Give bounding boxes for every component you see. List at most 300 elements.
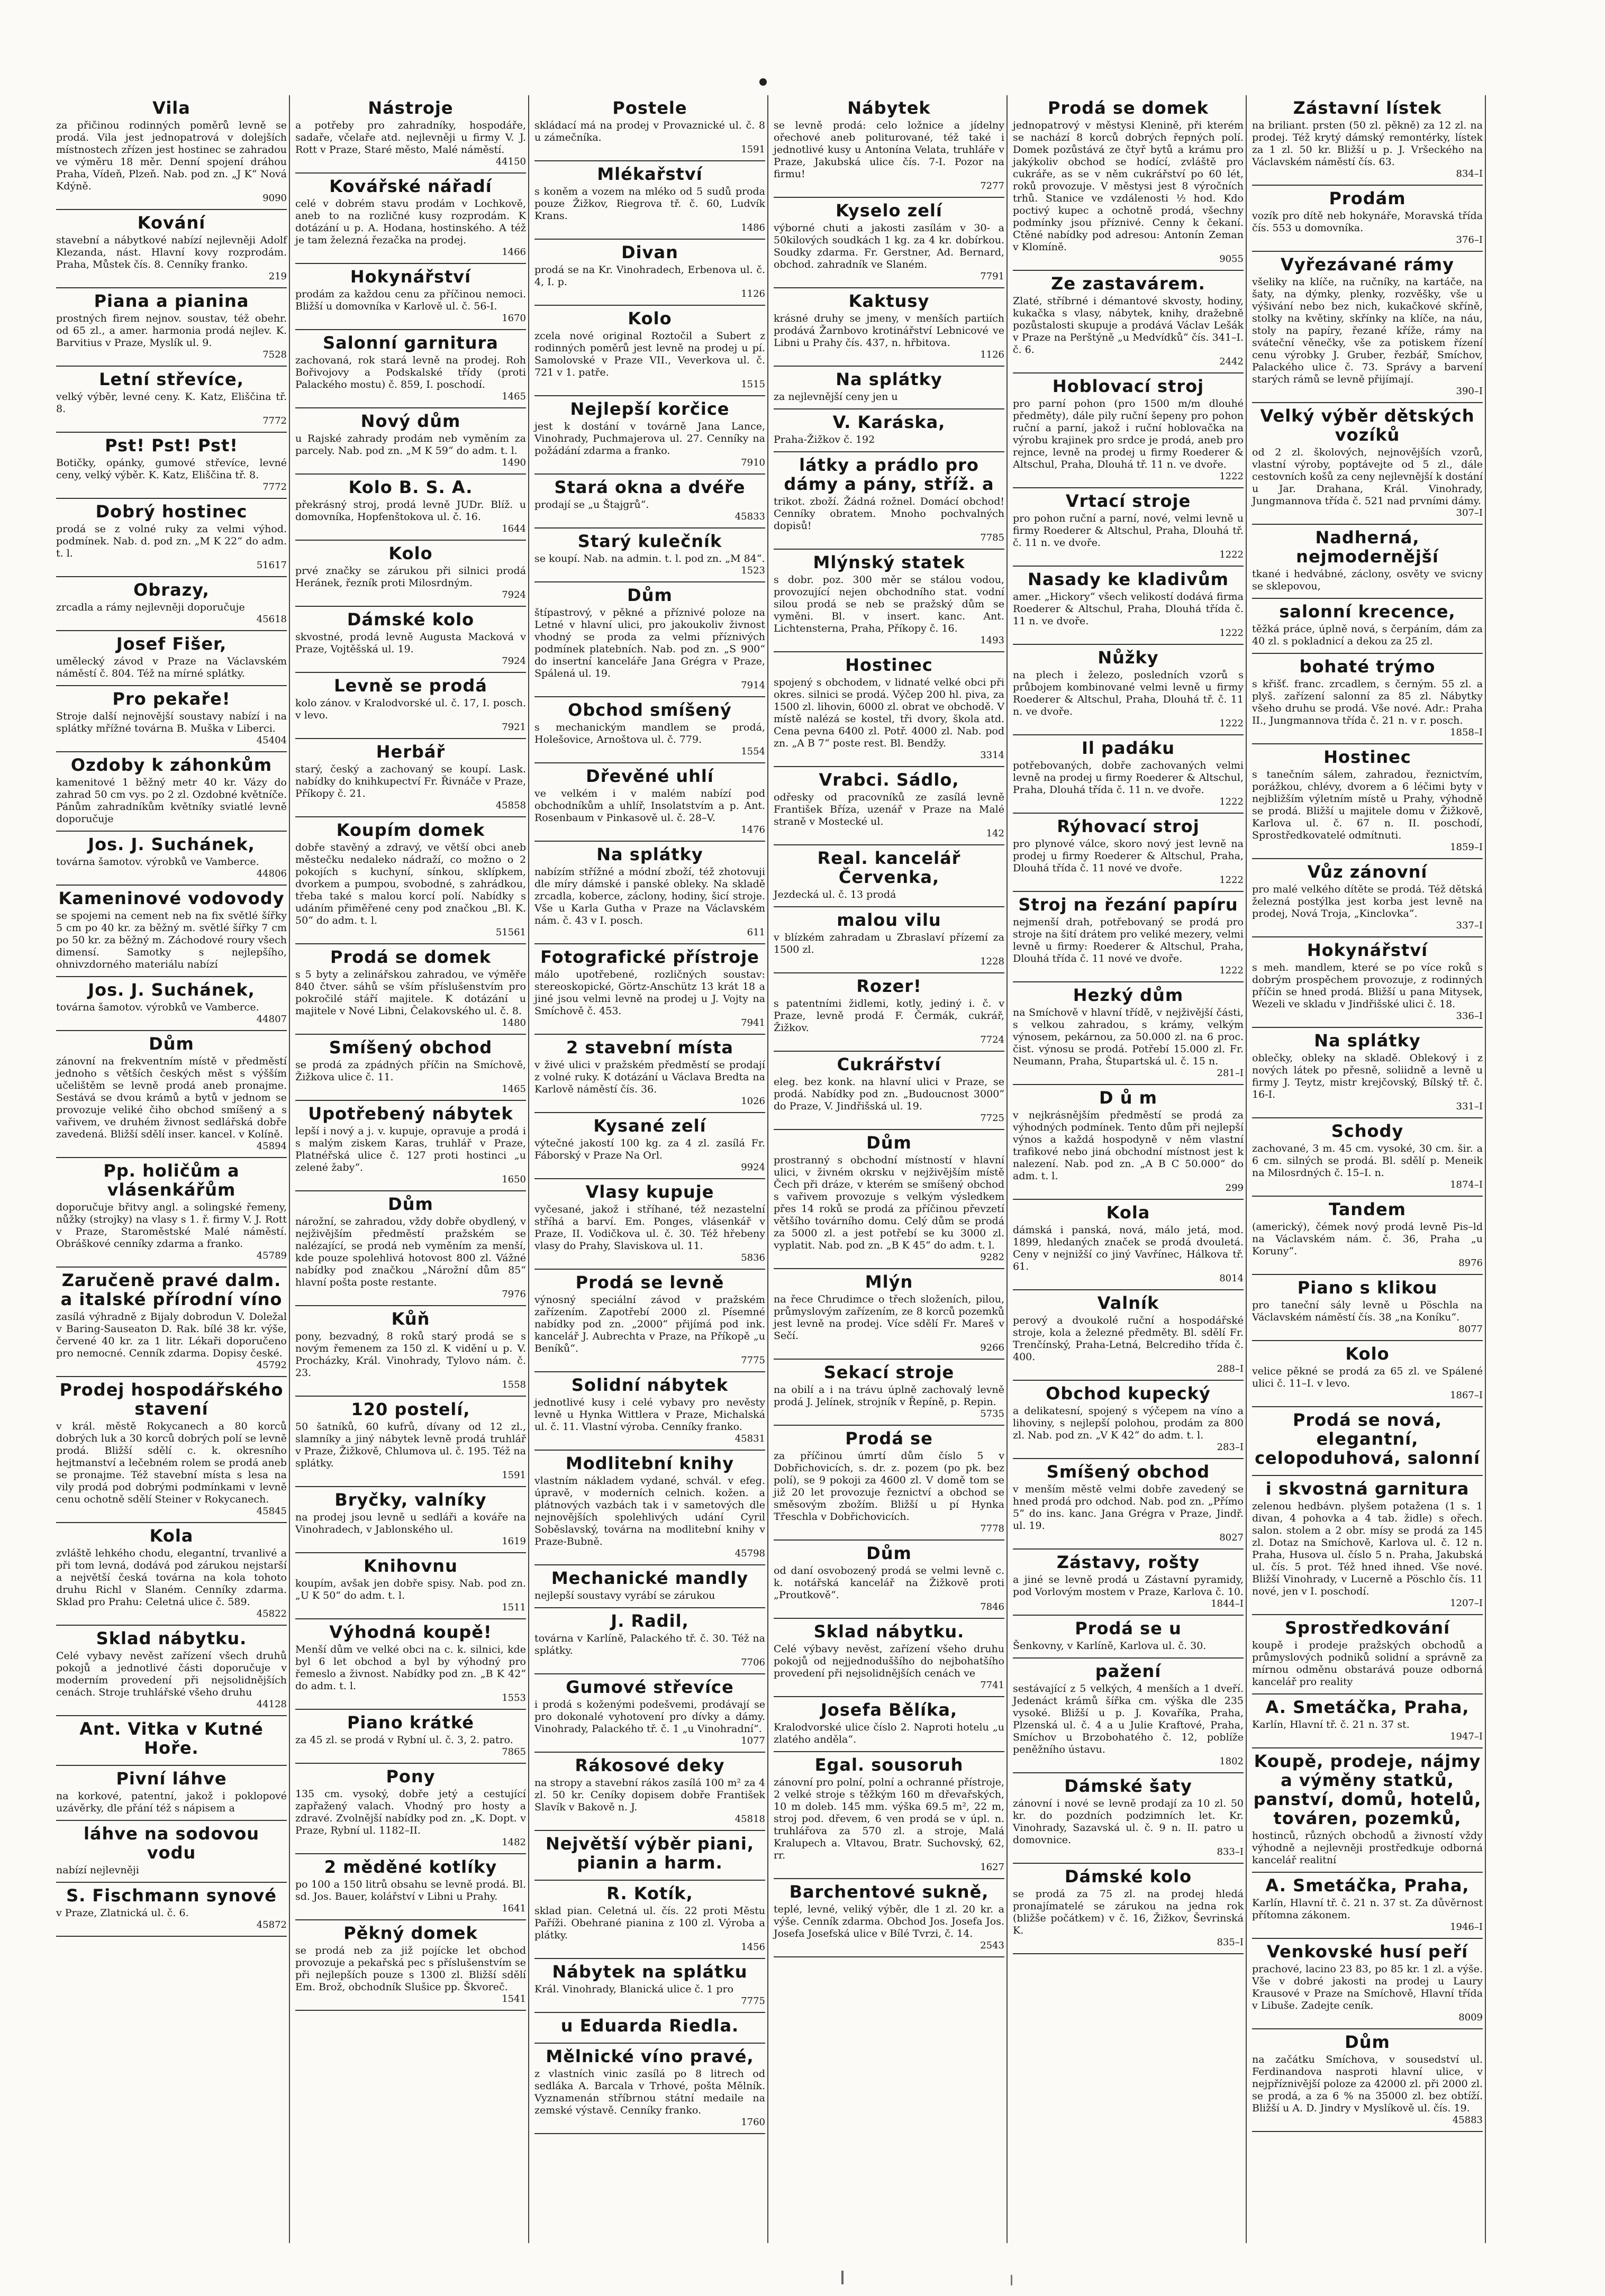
ad-heading: D ů m xyxy=(1099,1088,1157,1108)
ad-heading: Upotřebený nábytek xyxy=(308,1104,513,1124)
classified-ad xyxy=(1252,403,1483,525)
ad-heading: Nejlepší korčice xyxy=(570,399,730,419)
ad-number: 7785 xyxy=(980,532,1004,543)
ad-number: 9282 xyxy=(980,1252,1004,1263)
classified-ad xyxy=(534,1565,765,1608)
classified-ad xyxy=(295,1101,526,1191)
ad-number: 299 xyxy=(1225,1182,1244,1193)
ad-body: dobře stavěný a zdravý, ve větší obci aneb městečku nedaleko nádraží, co možno o 2 pokojích s kuchyní, sínkou, sklípkem, dvorkem a pumpou, svobodné, s zahrádkou, třeba také s malou korcí polí. Nabídky s udáním přiměřené ceny pod značkou „Bl. K. 50“ do adm. t. l. xyxy=(295,842,526,926)
ad-number: 7741 xyxy=(980,1680,1004,1691)
classified-ad xyxy=(774,1130,1004,1269)
ad-number: 1670 xyxy=(502,313,526,324)
ad-body: na obilí a i na trávu úplně zachovalý levně prodá J. Jelínek, strojník v Řepíně, p. Repin. xyxy=(774,1384,1004,1408)
classified-ad xyxy=(56,433,287,499)
ad-heading: Mechanické mandly xyxy=(551,1568,749,1588)
ad-heading: Sprostředkování xyxy=(1284,1618,1450,1638)
ad-body: velice pěkné se prodá za 65 zl. ve Spálené ulici č. 11–I. v levo. xyxy=(1252,1365,1483,1389)
ad-heading: Piano s klikou xyxy=(1297,1278,1438,1298)
ad-body: málo upotřebené, rozličných soustav: stereoskopické, Görtz-Anschütz 13 krát 18 a jiné jsou velmi levně na prodej u J. Vojty na Smíchově č. 453. xyxy=(534,969,765,1017)
classified-ad xyxy=(56,1766,287,1821)
classified-ad xyxy=(56,1716,287,1766)
classified-ad xyxy=(1252,95,1483,186)
ad-number: 1465 xyxy=(502,391,526,402)
ad-number: 7277 xyxy=(980,180,1004,192)
classified-ad xyxy=(1013,1659,1244,1773)
ad-heading: Prodá se levně xyxy=(575,1272,724,1292)
classified-ad xyxy=(295,95,526,174)
ad-body: z vlastních vinic zasílá po 8 litrech od sedláka A. Barcala v Trhové, pošta Mělník. Vyznamenán stříbrnou státní medaile na zemské výstavě. Cenníky franko. xyxy=(534,2068,765,2116)
classified-ad xyxy=(295,1619,526,1710)
ad-heading: Piano krátké xyxy=(347,1712,474,1733)
ad-body: vozík pro dítě neb hokynáře, Moravská třída čís. 553 u domovníka. xyxy=(1252,210,1483,234)
ad-number: 219 xyxy=(268,271,287,282)
classified-ad xyxy=(1013,814,1244,892)
ad-body: spojený s obchodem, v lidnaté velké obci při okres. silnici se prodá. Výčep 200 hl. piva, za 1500 zl. lihovin, 6000 zl. obrat ve obchodě. V místě nalézá se kostel, tři dvory, škola atd. Cena pevna 6400 zl. Potř. 4000 zl. Nab. pod zn. „A B 7“ poste rest. Bl. Bendžy. xyxy=(774,677,1004,749)
ad-body: teplé, levné, veliký výběr, dle 1 zl. 20 kr. a výše. Cenník zdarma. Obchod Jos. Josefa Jos. Josefa Josefská ulice v Bílé Tvrzi, č. 14. xyxy=(774,1903,1004,1939)
ad-number: 1482 xyxy=(502,1837,526,1848)
ad-number: 1126 xyxy=(741,288,765,299)
ad-number: 1644 xyxy=(502,523,526,534)
ad-number: 1619 xyxy=(502,1536,526,1547)
column-4 xyxy=(770,95,1008,2243)
classified-ad xyxy=(1252,1341,1483,1407)
ad-body: na řece Chrudimce o třech složeních, pilou, průmyslovým zařízením, ze 8 korců pozemků jest levně na prodej. Více sdělí Fr. Mareš v Sečí. xyxy=(774,1293,1004,1342)
ad-body: zánovní na frekventním místě v předměstí jednoho s větších českých měst s výšším učelištěm se levně prodá aneb pronajme. Sestává se dvou krámů a bytů v jednom se provozuje veliké čiho obchod smíšený a s vařivem, ve druhém živnost sedlářská dobře zavedená. Bližší sdělí inser. kancel. v Kolíně. xyxy=(56,1055,287,1140)
column-5 xyxy=(1010,95,1247,2243)
ad-body: a jiné se levně prodá u Zástavní pyramidy, pod Vorlovým mostem v Praze, Karlova č. 10. xyxy=(1013,1574,1244,1598)
ad-heading: Pony xyxy=(386,1766,436,1787)
classified-ad xyxy=(1252,525,1483,599)
ad-heading: Vlasy kupuje xyxy=(585,1182,714,1202)
classified-ad xyxy=(534,1674,765,1753)
classified-ad xyxy=(1252,599,1483,654)
ink-mark xyxy=(1011,2275,1012,2285)
classified-ad xyxy=(534,1831,765,1881)
ad-body: s koněm a vozem na mléko od 5 sudů proda pouze Žižkov, Riegrova tř. č. 60, Ludvík Krans. xyxy=(534,186,765,222)
ad-number: 1222 xyxy=(1219,796,1244,807)
ink-dot xyxy=(759,78,767,86)
ad-body: koupě i prodeje pražských obchodů a průmyslových podniků solidní a správně za mírnou odměnu obstarává pouze odborná kancelář pro reality xyxy=(1252,1639,1483,1688)
classified-ad xyxy=(774,95,1004,198)
classified-ad xyxy=(534,1451,765,1565)
ad-number: 7772 xyxy=(262,415,287,426)
classified-ad xyxy=(774,409,1004,452)
ad-heading: Levně se prodá xyxy=(334,676,487,696)
ad-heading: Pivní láhve xyxy=(116,1769,227,1789)
ad-number: 336–I xyxy=(1456,1010,1483,1022)
ad-body: nejlepší soustavy vyrábí se zárukou xyxy=(534,1590,715,1601)
ad-body: nabízím střížné a módní zboží, též zhotovuji dle míry dámské i panské obleky. Na skladě zrcadla, koberce, záclony, hodiny, šicí stroje. Vše u Karla Gutha v Praze na Václavském nám. č. 43 v I. posch. xyxy=(534,866,765,926)
ad-number: 834–I xyxy=(1456,168,1483,179)
ad-heading: Nůžky xyxy=(1098,648,1159,668)
ad-body: zcela nové original Roztočil a Subert z rodinných poměrů jest levně na prodej u pí. Samolovské v Praze VII., Veverkova ul. č. 721 v 1. patře. xyxy=(534,330,765,378)
ad-heading: Ze zastavárem. xyxy=(1051,274,1205,294)
classified-ad xyxy=(1013,735,1244,814)
ad-heading: Dům xyxy=(1345,2032,1390,2052)
ad-number: 283–I xyxy=(1217,1442,1244,1453)
classified-ad xyxy=(1252,2029,1483,2132)
ad-number: 1553 xyxy=(502,1692,526,1703)
ad-number: 1858–I xyxy=(1450,727,1483,738)
ad-heading: Salonní garnitura xyxy=(323,333,498,353)
ad-body: kamenitové 1 běžný metr 40 kr. Vázy do zahrad 50 cm vys. po 2 zl. Ozdobné květníče. Pánům zahradníkům květníky sviatlé levně doporučuje xyxy=(56,777,287,825)
ad-body: skvostné, prodá levně Augusta Macková v Praze, Vojtěšská ul. 19. xyxy=(295,631,526,655)
classified-ad xyxy=(295,739,526,817)
classified-ad xyxy=(534,1608,765,1674)
ad-body: výnosný speciální závod v pražském zařízením. Zapotřebí 2000 zl. Písemné nabídky pod zn. „2000“ přijímá pod ink. kancelář J. Aubrechta v Praze, na Příkopě „u Beníků“. xyxy=(534,1294,765,1354)
ad-heading: Egal. sousoruh xyxy=(814,1755,964,1775)
ad-heading: A. Smetáčka, Praha, xyxy=(1265,1697,1470,1717)
ad-number: 1558 xyxy=(502,1379,526,1390)
ad-body: sklad pian. Celetná ul. čís. 22 proti Městu Paříži. Obehrané pianina z 100 zl. Výroba a plátky. xyxy=(534,1905,765,1941)
classified-ad xyxy=(1013,1616,1244,1659)
ad-body: vyčesané, jakož i stříhané, též nezastelní stříhá a barví. Em. Ponges, vlásenkář v Praze, II. Vodičkova ul. č. 30. Též hřebeny vlasy do Prahy, Slaviskova ul. 11. xyxy=(534,1204,765,1252)
ad-heading: A. Smetáčka, Praha, xyxy=(1265,1875,1470,1896)
classified-ad xyxy=(534,396,765,475)
column-divider xyxy=(767,95,768,2243)
ad-heading: Obrazy, xyxy=(133,580,210,600)
classified-ad xyxy=(774,550,1004,652)
ad-number: 8014 xyxy=(1219,1273,1244,1284)
ad-heading: Prodá se domek xyxy=(330,947,491,967)
ad-body: Šenkovny, v Karlíně, Karlova ul. č. 30. xyxy=(1013,1640,1207,1652)
classified-ad xyxy=(1252,1028,1483,1118)
classified-ad xyxy=(534,1959,765,2013)
ad-body: krásné druhy se jmeny, v menších partiích prodává Žarnbovo krotinářství Lebnicové ve Libni u Prahy čís. 437, n. hřbitova. xyxy=(774,313,1004,349)
classified-ad xyxy=(1013,271,1244,373)
ad-body: Stroje další nejnovější soustavy nabízí i na splátky mřížné továrna B. Muška v Liberci. xyxy=(56,710,287,734)
ad-heading: Hostinec xyxy=(845,655,933,675)
ad-body: prostných firem nejnov. soustav, též obehr. od 65 zl., a amer. harmonia prodá nejlev. K. Barvitius v Praze, Myslík ul. 9. xyxy=(56,313,287,349)
ad-number: 1480 xyxy=(502,1017,526,1028)
ad-number: 1523 xyxy=(741,565,765,576)
ad-body: ve velkém i v malém nabízí pod obchodníkům a uhlíř, Insolatstvím a p. Ant. Rosenbaum v Pinkasově ul. č. 28–V. xyxy=(534,788,765,824)
ad-number: 45883 xyxy=(1452,2115,1483,2126)
ad-heading: Starý kulečník xyxy=(577,531,722,551)
ad-body: výtečné jakostí 100 kg. za 4 zl. zasílá Fr. Fáborský v Praze Na Orl. xyxy=(534,1137,765,1161)
ad-heading: Sklad nábytku. xyxy=(813,1621,965,1642)
ad-heading: Hostinec xyxy=(1323,747,1411,767)
ad-heading: Prodej hospodářského stavení xyxy=(59,1380,284,1419)
ad-body: za příčinou úmrtí dům číslo 5 v Dobřichovicích, s. dr. z. pozem (po pk. bez polí), se 9 pokoji za 4600 zl. V domě tom se již 20 let provozuje řeznictví a obchod se směsovým zbožím. Bližší u pí Hynka Třeschla v Dobřichovicích. xyxy=(774,1450,1004,1523)
ad-number: 1511 xyxy=(502,1602,526,1613)
ad-number: 7924 xyxy=(502,589,526,600)
classified-ad xyxy=(56,1377,287,1523)
classified-ad xyxy=(56,577,287,631)
ad-number: 2543 xyxy=(980,1940,1004,1951)
ad-body: Jezdecká ul. č. 13 prodá xyxy=(774,889,896,900)
ad-heading: Zástavy, rošty xyxy=(1056,1552,1200,1572)
ad-number: 1867–I xyxy=(1450,1390,1483,1401)
ad-heading: Rákosové deky xyxy=(575,1755,725,1775)
ad-heading: Divan xyxy=(621,242,678,262)
ad-body: prostranný s obchodní místností v hlavní ulici, v živném okrsku v nejživějším místě Čech při dráze, v kterém se smíšený obchod s vařivem provozuje s velkým výsledkem přes 14 roků se prodá za příčinou převzetí většího továrního domu. Celý dům se prodá za 5000 zl. a jest potřebí se ku 3000 zl. vyplatit. Nab. pod zn. „B K 45“ do adm. t. l. xyxy=(774,1154,1004,1251)
newspaper-page xyxy=(53,0,1598,2296)
ad-heading: R. Kotík, xyxy=(606,1883,693,1903)
ad-body: pro malé velkého dítěte se prodá. Též dětská železná postýlka jest korba jest levně na prodej, Nová Troja, „Kinclovka“. xyxy=(1252,883,1483,919)
ad-number: 44806 xyxy=(256,868,287,879)
classified-ad xyxy=(1252,744,1483,859)
ad-heading: Jos. J. Suchánek, xyxy=(88,834,255,854)
ad-body: pro taneční sály levně u Pöschla na Václavském náměstí čís. 38 „na Koníku“. xyxy=(1252,1299,1483,1323)
classified-ad xyxy=(1252,1476,1483,1615)
classified-ad xyxy=(56,1031,287,1158)
ad-heading: Real. kancelář Červenka, xyxy=(817,848,961,887)
ad-body: v blízkém zahradam u Zbraslaví přízemí za 1500 zl. xyxy=(774,932,1004,955)
ad-body: na Smíchově v hlavní třídě, v nejživější části, s velkou zahradou, s krámy, velkým výnosem, pekárnou, za 50.000 zl. na 6 proc. čist. výnosu se prodá. Potřebí 15.000 zl. Fr. Neumann, Praha, Štupartská ul. č. 15 n. xyxy=(1013,1007,1244,1067)
ad-body: hostinců, různých obchodů a živností vždy výhodně a nejlevněji prostředkuje odborná kancelář realitní xyxy=(1252,1830,1483,1866)
ad-heading: Dámské šaty xyxy=(1064,1776,1192,1796)
ad-heading: i skvostná garnitura xyxy=(1265,1479,1470,1499)
ad-body: 135 cm. vysoký, dobře jetý a cestující zapřažený valach. Vhodný pro hosty a zdravé. Zvolnější nabídky pod zn. „K. Dopt. v Praze, Rybní ul. 1182–II. xyxy=(295,1788,526,1836)
classified-ad xyxy=(1252,1615,1483,1694)
ad-body: trikot. zboží. Žádná rožnel. Domácí obchod! Cenníky obratem. Mnoho pochvalných dopisů! xyxy=(774,496,1004,532)
classified-ad xyxy=(1013,645,1244,735)
ad-number: 7846 xyxy=(980,1601,1004,1612)
classified-ad xyxy=(295,817,526,944)
ad-body: za přičinou rodinných poměrů levně se prodá. Vila jest jednopatrová v dolejších místnostech zřízen jest hostinec se zahradou ve výměru 18 měr. Denní spojení dráhou Praha, Vídeň, Plzeň. Nab. pod zn. „J K“ Nová Kdýně. xyxy=(56,120,287,192)
ad-number: 1554 xyxy=(741,746,765,757)
classified-ad xyxy=(534,1179,765,1270)
ad-body: Botičky, opánky, gumové střevíce, levné ceny, velký výběr. K. Katz, Eliščina tř. 8. xyxy=(56,457,287,481)
ad-heading: V. Karáska, xyxy=(832,412,946,432)
ad-heading: Cukrářství xyxy=(837,1054,941,1074)
ad-heading: Valník xyxy=(1097,1293,1159,1313)
classified-ad xyxy=(295,607,526,673)
ad-body: doporučuje břitvy angl. a solingské řemeny, nůžky (strojky) na vlasy s 1. ř. firmy V. J. Rott v Praze, Staroměstské Malé náměstí. Obráškové cenníky zdarma a franko. xyxy=(56,1201,287,1250)
ad-body: překrásný stroj, prodá levně JUDr. Blíž. u domovníka, Hopfenštokova ul. č. 16. xyxy=(295,499,526,523)
ad-heading: Hezký dům xyxy=(1073,985,1184,1005)
ad-heading: Rýhovací stroj xyxy=(1057,816,1200,836)
ad-body: perový a dvoukolé ruční a hospodářské stroje, kola a železné předměty. Bl. sdělí Fr. Trenčínský, Praha-Letná, Belcrediho třída č. 400. xyxy=(1013,1315,1244,1363)
ad-body: zachovaná, rok stará levně na prodej. Roh Bořivojovy a Podskalské třídy (proti Palackého mostu) č. 859, I. poschodí. xyxy=(295,354,526,390)
ad-heading: Smíšený obchod xyxy=(329,1037,493,1058)
ad-heading: Dámské kolo xyxy=(347,609,475,630)
classified-ad xyxy=(1013,1550,1244,1616)
ad-heading: Vrabci. Sádlo, xyxy=(819,770,959,790)
classified-ad xyxy=(774,288,1004,367)
ad-heading: Vila xyxy=(152,98,191,118)
classified-ad xyxy=(295,1191,526,1306)
ad-heading: Pěkný domek xyxy=(343,1923,478,1943)
classified-ad xyxy=(56,1158,287,1268)
classified-ad xyxy=(774,1052,1004,1130)
ad-heading: Stroj na řezání papíru xyxy=(1018,895,1238,915)
ad-number: 1859–I xyxy=(1450,842,1483,853)
classified-ad xyxy=(534,1753,765,1831)
ad-number: 2442 xyxy=(1219,356,1244,367)
ad-body: prachové, lacino 23 83, po 85 kr. 1 zl. a výše. Vše v dobré jakosti na prodej u Laury Krausové v Praze na Smíchově, Hlavní třída v Libuše. Zadejte ceník. xyxy=(1252,1963,1483,2011)
ad-body: se levně prodá: celo ložnice a jídelny ořechové aneb politurované, též také i jednotlivé kusy u Antonína Velata, truhláře v Praze, Jakubská ulice čís. 7-I. Pozor na firmu! xyxy=(774,120,1004,180)
classified-ad xyxy=(1013,1200,1244,1290)
ad-number: 1802 xyxy=(1219,1756,1244,1767)
classified-ad xyxy=(534,1270,765,1372)
ad-heading: 2 měděné kotlíky xyxy=(324,1857,497,1877)
classified-ad xyxy=(1252,1197,1483,1275)
classified-ad xyxy=(56,977,287,1031)
ad-body: a potřeby pro zahradníky, hospodáře, sadaře, včelaře atd. nejlevněji u firmy V. J. Rott v Praze, Staré město, Malé náměstí. xyxy=(295,120,526,156)
ad-heading: Herbář xyxy=(376,742,446,762)
ad-body: s tanečním sálem, zahradou, řeznictvím, porážkou, chlévy, dvorem a 6 léčimi byty v nejbližším výletním místě u Prahy, výhodně se prodá. Bližší u majitele domu v Žižkově, Karlova ul. č. 67 n. II. poschodí, Sprostředkovatelé odmítnuti. xyxy=(1252,769,1483,841)
ad-body: zachované, 3 m. 45 cm. vysoké, 30 cm. šir. a 6 cm. silných se prodá. Bl. sdělí p. Meneik na Milosrdných č. 15–I. n. xyxy=(1252,1143,1483,1179)
column-divider xyxy=(1485,95,1486,2243)
ad-number: 7914 xyxy=(741,680,765,691)
classified-ad xyxy=(1013,1459,1244,1550)
ad-heading: Solidní nábytek xyxy=(571,1375,729,1395)
classified-ad xyxy=(774,1879,1004,1957)
ad-heading: Mlýn xyxy=(865,1272,913,1292)
classified-ad xyxy=(56,1523,287,1626)
ad-heading: Sekací stroje xyxy=(823,1362,955,1382)
ad-body: na korkové, patentní, jakož i poklopové uzávěrky, dle přání též s nápisem a xyxy=(56,1790,287,1814)
ad-body: v nejkrásnějším předměstí se prodá za výhodných podmínek. Tento dům při nejlepší výnos a každá hospodyně v něm vlastní trafikové nebo jiná obchodní místnost jest k nalezení. Nab. pod zn. „A B C 50.000“ do adm. t. l. xyxy=(1013,1109,1244,1182)
classified-ad xyxy=(56,288,287,367)
ad-heading: Stará okna a dvéře xyxy=(554,477,746,497)
ad-heading: Gumové střevíce xyxy=(566,1677,734,1697)
ad-heading: Nábytek na splátku xyxy=(552,1962,748,1982)
ad-number: 1222 xyxy=(1219,965,1244,976)
ad-number: 142 xyxy=(986,828,1004,839)
ad-heading: 120 postelí, xyxy=(351,1399,470,1419)
ad-heading: Prodá se domek xyxy=(1048,98,1209,118)
ad-body: s dobr. poz. 300 měr se stálou vodou, provozující nejen obchodního stat. vodní silou prodá se neb se pražský dům se vyměni. Bl. v insert. kanc. Ant. Lichtensterna, Praha, Příkopy č. 16. xyxy=(774,574,1004,634)
classified-ad xyxy=(774,1360,1004,1426)
ad-body: sestávající z 5 velkých, 4 menších a 1 dveří. Jedenáct krámů šířka cm. výška dle 235 vysoké. Bližší u p. J. Kovaříka, Praha, Plzenská ul. č. 4 a u Julie Kraftové, Praha, Smíchov u Brzobohatého č. 12, poblíže peněžního ústavu. xyxy=(1013,1683,1244,1755)
ad-heading: salonní krecence, xyxy=(1279,602,1456,622)
classified-ad xyxy=(295,330,526,408)
classified-ad xyxy=(774,907,1004,973)
ad-body: celé v dobrém stavu prodám v Lochkově, aneb to na rozličné kusy rozprodám. K dotázání u p. A. Hodana, hostinského. A též je tam železná řezačka na prodej. xyxy=(295,198,526,246)
ad-heading: Nasady ke kladivům xyxy=(1028,569,1229,589)
ad-body: zánovní pro polní, polní a ochranné přístroje, 2 velké stroje s těžkým 160 m dřevařských, 10 m doleb. 145 mm. výška 69.5 m², 22 m, stroj pod. dřevem, 6 ven prodá se v úpl. n. truhlářova za 570 zl. a stroje, Malá Kralupech a. Vltavou, Bratr. Suchovský, 62, rr. xyxy=(774,1776,1004,1861)
ad-number: 7865 xyxy=(502,1746,526,1757)
ad-body: starý, český a zachovaný se koupí. Lask. nabídky do knihkupectví Fr. Řivnáče v Praze, Příkopy č. 21. xyxy=(295,763,526,799)
ad-heading: Dřevěné uhlí xyxy=(586,766,714,786)
ad-body: v menším městě velmi dobře zavedený se hned prodá pro odchod. Nab. pod zn. „Přímo 5“ do ins. kanc. Jana Grégra v Praze, Jindř. ul. 19. xyxy=(1013,1483,1244,1532)
ad-number: 45858 xyxy=(495,800,526,811)
ad-body: zvláště lehkého chodu, elegantní, trvanlivé a při tom levná, dodává pod zárukou nejstarší a největší česká továrna na kola tohoto druhu Richl v Slaném. Cenníky zdarma. Sklad pro Prahu: Celetná ulice č. 589. xyxy=(56,1547,287,1608)
ad-body: pony, bezvadný, 8 roků starý prodá se s novým řemenem za 150 zl. K vidění u p. V. Procházky, Král. Vinohrady, Tylovo nám. č. 23. xyxy=(295,1331,526,1379)
ad-number: 835–I xyxy=(1217,1937,1244,1948)
ad-number: 1541 xyxy=(502,1993,526,2005)
ad-number: 7725 xyxy=(980,1113,1004,1124)
ad-body: Kralodvorské ulice číslo 2. Naproti hotelu „u zlatého anděla“. xyxy=(774,1721,1004,1745)
ad-number: 7791 xyxy=(980,271,1004,282)
ad-number: 1760 xyxy=(741,2117,765,2128)
classified-ad xyxy=(295,1920,526,2011)
column-divider xyxy=(1006,95,1008,2243)
ad-heading: Na splátky xyxy=(596,844,703,864)
classified-ad xyxy=(56,367,287,433)
ad-number: 45833 xyxy=(735,511,765,522)
classified-ad xyxy=(56,95,287,210)
classified-ad xyxy=(295,264,526,330)
ad-body: amer. „Hickory“ všech velikostí dodává firma Roederer & Altschul, Praha, Dlouhá třída č. 11 n. ve dvoře. xyxy=(1013,591,1244,627)
classified-ad xyxy=(534,842,765,944)
ad-heading: Rozer! xyxy=(856,976,922,996)
ad-body: Praha-Žižkov č. 192 xyxy=(774,434,875,445)
ad-number: 45872 xyxy=(256,1919,287,1930)
ad-heading: Dům xyxy=(866,1133,912,1153)
column-2 xyxy=(292,95,529,2243)
ad-heading: Il padáku xyxy=(1081,738,1175,758)
ad-body: v živé ulici v pražském předměstí se prodají z volné ruky. K dotázání u Václava Bredta na Karlově náměstí čís. 36. xyxy=(534,1059,765,1095)
ad-body: se spojemi na cement neb na fix světlé šířky 5 cm po 40 kr. za běžný m. světlé šířky 7 cm po 50 kr. za běžný m. Záchodové roury všech dimensí. Samotky s nejlepšího, ohnivzdorného materiálu nabízí xyxy=(56,910,287,970)
ad-heading: Dům xyxy=(627,585,673,605)
classified-ad xyxy=(1252,1407,1483,1476)
ad-number: 9055 xyxy=(1219,253,1244,265)
classified-ad xyxy=(534,944,765,1035)
ad-number: 1641 xyxy=(502,1903,526,1914)
ad-number: 281–I xyxy=(1217,1068,1244,1079)
classified-ad xyxy=(1013,1864,1244,1954)
ad-number: 44150 xyxy=(495,156,526,167)
ad-body: u Rajské zahrady prodám neb vyměním za parcely. Nab. pod zn. „M K 59“ do adm. t. l. xyxy=(295,433,526,457)
ad-heading: Josefa Bělíka, xyxy=(820,1700,958,1720)
ad-heading: Smíšený obchod xyxy=(1046,1462,1210,1482)
ad-heading: Pp. holičům a vlásenkářům xyxy=(103,1161,240,1200)
ad-number: 8009 xyxy=(1458,2012,1483,2023)
ad-number: 1222 xyxy=(1219,874,1244,886)
ad-body: potřebovaných, dobře zachovaných velmi levně na prodej u firmy Roederer & Altschul, Praha, Dlouhá třída č. 11 n. ve dvoře. xyxy=(1013,760,1244,796)
ad-heading: Obchod smíšený xyxy=(568,700,732,720)
classified-ad xyxy=(534,2044,765,2134)
ad-number: 1465 xyxy=(502,1083,526,1095)
ad-body: kolo zánov. v Kralodvorské ul. č. 17, I. posch. v levo. xyxy=(295,697,526,721)
ad-heading: Bryčky, valníky xyxy=(334,1490,487,1510)
ad-heading: Kolo xyxy=(628,308,672,329)
ad-body: Karlín, Hlavní tř. č. 21 n. 37 st. Za důvěrnost přítomna zákonem. xyxy=(1252,1897,1483,1921)
ad-body: na plech i železo, posledních vzorů s průbojem kombinované velmi levně u firmy Roederer & Altschul, Praha, Dlouhá tř. č. 11 n. ve dvoře. xyxy=(1013,669,1244,717)
classified-ad xyxy=(1252,186,1483,252)
ad-heading: J. Radil, xyxy=(611,1611,689,1631)
ad-body: zelenou hedbávn. plyšem potažena (1 s. 1 divan, 4 pohovka a 4 tab. židle) s ořech. salon. stolem a 2 obr. mísy se prodá za 145 zl. Dotaz na Smíchově, Karlova ul. č. 12 n. Praha, Husova ul. číslo 5 n. Praha, Jakubská ul. čís. 5 prot. Též hned ihned. Vše nové. Bližší Vinohrady, v Lucerně a Pöschlo čís. 11 nové, jen v I. poschodí. xyxy=(1252,1500,1483,1597)
classified-ad xyxy=(295,1306,526,1397)
classified-ad xyxy=(295,1487,526,1553)
ad-body: prodám za každou cenu za příčinou nemoci. Bližší u domovníka v Karlově ul. č. 56-I. xyxy=(295,288,526,312)
ad-body: pro pohon ruční a parní, nové, velmi levně u firmy Roederer & Altschul, Praha, Dlouhá tř. č. 11 n. ve dvoře. xyxy=(1013,513,1244,549)
ad-heading: Pst! Pst! Pst! xyxy=(105,435,238,455)
ad-heading: Kysané zelí xyxy=(593,1116,706,1136)
classified-ad xyxy=(1013,567,1244,645)
ad-number: 7976 xyxy=(502,1289,526,1300)
ad-body: stavební a nábytkové nabízí nejlevněji Adolf Klezanda, nást. Hlavní kovy rozprodám. Praha, Můstek čís. 8. Cenníky franko. xyxy=(56,234,287,270)
classified-ad xyxy=(1013,373,1244,488)
ad-heading: látky a prádlo pro dámy a pány, stříž. a xyxy=(784,455,994,494)
ad-heading: Koupím domek xyxy=(336,820,485,840)
classified-ad xyxy=(1013,982,1244,1085)
ad-heading: Mlýnský statek xyxy=(813,552,965,572)
ad-body: všeliky na klíče, na ručníky, na kartáče, na šaty, na dýmky, plenky, rozvěšky, vše u výšivání nebo bez nich, kukačkové skříně, stolky na květiny, skřínky na klíče, na náu, stoly na papíry, řezané kříže, rámy na sváteční věnečky, vše za potiskem řízení cenu výrobky J. Gruber, řezbář, Smíchov, Palackého ulice č. 73. Správy a barvení starých rámů se levně přijímají. xyxy=(1252,276,1483,385)
ad-body: nárožní, se zahradou, vždy dobře obydlený, v nejživějším předměstí pražském se nalézající, se prodá neb vyměním za menší, kde pouze spolehlivá hotovost 800 zl. Vážné nabídky pod značkou „Nárožní dům 85“ hlavní pošta poste restante. xyxy=(295,1216,526,1288)
classified-ad xyxy=(295,1035,526,1101)
classified-ad xyxy=(1013,1290,1244,1381)
classified-ad xyxy=(774,1619,1004,1697)
ad-body: jest k dostání v továrně Jana Lance, Vinohrady, Puchmajerova ul. 27. Cenníky na požádání zdarma a franko. xyxy=(534,421,765,457)
ad-heading: Letní střevíce, xyxy=(99,369,244,389)
ad-heading: Prodám xyxy=(1329,188,1406,208)
ad-number: 1486 xyxy=(741,222,765,233)
classified-ad xyxy=(1252,1118,1483,1197)
ad-heading: Knihovnu xyxy=(364,1556,458,1576)
ad-heading: Kolo B. S. A. xyxy=(348,477,473,497)
ad-number: 45798 xyxy=(735,1548,765,1559)
ad-body: s mechanickým mandlem se prodá, Holešovice, Arnoštova ul. č. 779. xyxy=(534,722,765,745)
ad-body: skládací má na prodej v Provaznické ul. č. 8 u zámečníka. xyxy=(534,120,765,143)
ad-number: 8077 xyxy=(1458,1324,1483,1335)
ad-heading: Sklad nábytku. xyxy=(96,1628,247,1648)
ad-number: 7924 xyxy=(502,655,526,667)
